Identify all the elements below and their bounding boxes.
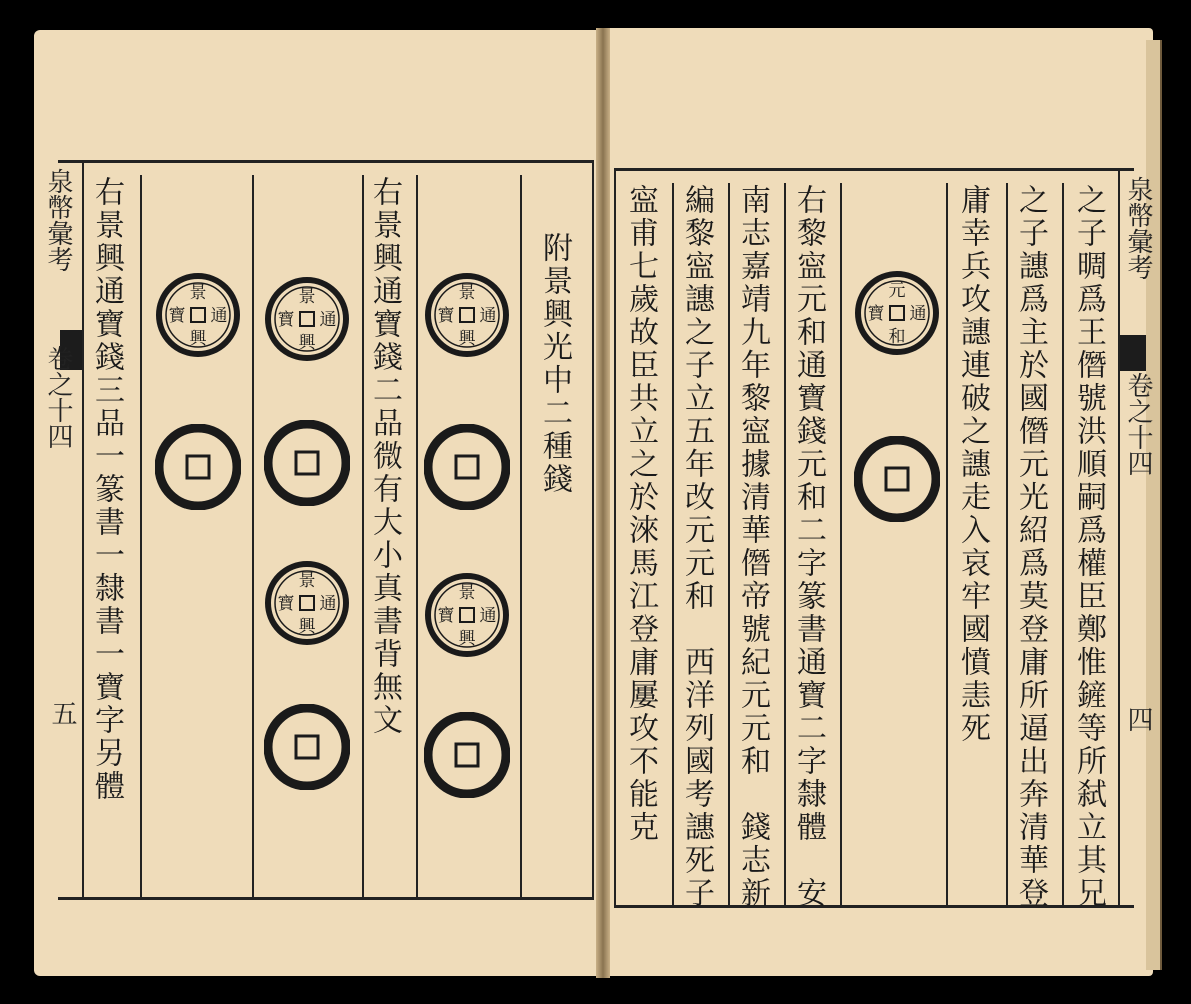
coin-character: 寶 <box>437 606 455 626</box>
coin-obverse <box>854 270 940 356</box>
right-margin-volume: 卷之十四 <box>1123 372 1153 476</box>
coin-character: 景 <box>298 287 316 307</box>
column-rule <box>252 175 254 897</box>
text-column: 編黎寍譓之子立五年改元元和 西洋列國考譓死子 <box>679 184 714 910</box>
coin-obverse <box>424 272 510 358</box>
coin-character: 景 <box>298 571 316 591</box>
column-rule <box>946 183 948 905</box>
column-rule <box>140 175 142 897</box>
right-margin-title: 泉幣彙考 <box>1123 176 1153 280</box>
coin-character: 寶 <box>867 304 885 324</box>
coin-character: 景 <box>458 283 476 303</box>
coin-reverse <box>424 712 510 798</box>
coin-character: 通 <box>909 304 927 324</box>
text-column: 右黎寍元和通寶錢元和二字篆書通寶二字隸體 安 <box>791 184 826 910</box>
coin-reverse <box>424 424 510 510</box>
coin-character: 景 <box>189 283 207 303</box>
text-column: 南志嘉靖九年黎寍據清華僭帝號紀元元和 錢志新 <box>735 184 770 910</box>
coin-character: 興 <box>458 329 476 349</box>
coin-character: 通 <box>479 606 497 626</box>
coin-obverse <box>264 560 350 646</box>
coin-character: 通 <box>319 594 337 614</box>
column-rule <box>1062 183 1064 905</box>
column-rule <box>840 183 842 905</box>
frame-left <box>614 168 616 908</box>
coin-reverse <box>264 420 350 506</box>
coin-character: 和 <box>888 327 906 347</box>
fishtail-mark <box>1120 335 1146 371</box>
coin-character: 通 <box>210 306 228 326</box>
coin-obverse <box>424 572 510 658</box>
coin-obverse <box>264 276 350 362</box>
frame-right <box>592 160 594 900</box>
left-margin-volume: 卷之十四 <box>43 345 73 449</box>
coin-reverse <box>155 424 241 510</box>
text-column: 庸幸兵攻譓連破之譓走入哀牢國憤恚死 <box>955 184 990 745</box>
left-margin-page: 五 <box>47 700 77 726</box>
coin-character: 寶 <box>277 310 295 330</box>
margin-rule <box>82 160 84 900</box>
column-rule <box>728 183 730 905</box>
coin-character: 通 <box>319 310 337 330</box>
coin-character: 寶 <box>168 306 186 326</box>
column-rule <box>520 175 522 897</box>
coin-character: 興 <box>298 617 316 637</box>
coin-reverse <box>264 704 350 790</box>
coin-character: 興 <box>298 333 316 353</box>
text-column: 寍甫七歲故臣共立之於淶馬江登庸屢攻不能克 <box>623 184 658 844</box>
column-rule <box>1006 183 1008 905</box>
left-margin-title: 泉幣彙考 <box>43 168 73 272</box>
frame-top <box>614 168 1134 171</box>
text-column: 之子晭爲王僭號洪順嗣爲權臣鄭惟鏟等所弑立其兄 <box>1071 184 1106 910</box>
coin-character: 興 <box>189 329 207 349</box>
coin-character: 元 <box>888 281 906 301</box>
coin-reverse <box>854 436 940 522</box>
heading-column: 附景興光中二種錢 <box>537 232 572 496</box>
frame-top <box>58 160 594 163</box>
coin-character: 寶 <box>277 594 295 614</box>
column-rule <box>416 175 418 897</box>
column-rule <box>784 183 786 905</box>
book-gutter <box>596 28 610 978</box>
coin-character: 興 <box>458 629 476 649</box>
coin-character: 寶 <box>437 306 455 326</box>
right-margin-page: 四 <box>1123 706 1153 732</box>
text-column: 之子譓爲主於國僭元光紹爲莫登庸所逼出奔清華登 <box>1013 184 1048 910</box>
coin-character: 通 <box>479 306 497 326</box>
column-rule <box>672 183 674 905</box>
frame-bottom <box>58 897 594 900</box>
coin-obverse <box>155 272 241 358</box>
text-column: 右景興通寶錢三品一篆書一隸書一寶字另體 <box>89 176 124 803</box>
text-column: 右景興通寶錢二品微有大小真書背無文 <box>367 176 402 737</box>
coin-character: 景 <box>458 583 476 603</box>
